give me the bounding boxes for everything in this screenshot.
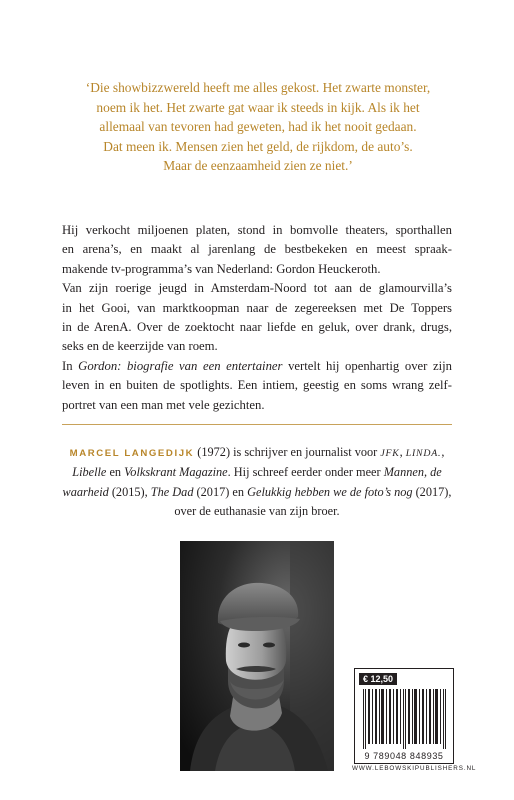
text-segment: en <box>106 465 125 480</box>
quote-line: noem ik het. Het zwarte gat waar ik steeds in kijk. Als ik het <box>96 99 420 115</box>
magazine-libelle: Libelle <box>72 465 107 480</box>
author-bio <box>62 443 452 522</box>
bio-line <box>62 483 452 502</box>
text-segment: (1972) is schrijver en journalist voor <box>194 445 381 459</box>
author-photo <box>180 541 334 771</box>
price-tag: € 12,50 <box>359 673 397 685</box>
magazine-jfk: JFK <box>380 448 400 459</box>
barcode-bars <box>359 689 449 749</box>
book-title: The Dad <box>150 484 194 499</box>
author-name: MARCEL LANGEDIJK <box>69 448 195 459</box>
book-title: Gordon: biografie van een entertainer <box>78 359 283 373</box>
description-line: makende tv-programma’s van Nederland: Gordon Heuckeroth. <box>62 261 381 276</box>
text-segment: , <box>399 445 406 459</box>
text-segment: vertelt hij openhartig over zijn <box>282 359 452 373</box>
text-segment: (2015), <box>108 484 151 499</box>
description-line: portret van een man met vele gezichten. <box>62 397 265 412</box>
text-segment: (2017), <box>412 484 452 499</box>
description-paragraph-1 <box>62 221 452 357</box>
description-line: seks en de keerzijde van roem. <box>62 339 218 354</box>
bio-line: over de euthanasie van zijn broer. <box>174 504 340 519</box>
magazine-linda: LINDA. <box>405 448 442 459</box>
section-divider <box>62 424 452 425</box>
quote-line: allemaal van tevoren had geweten, had ik het nooit gedaan. <box>99 119 417 135</box>
description-line: in het Gooi, van marktkoopman naar de zegereeksen met De Toppers <box>62 300 452 315</box>
description-line <box>62 357 452 376</box>
quote-line: Maar de eenzaamheid zien ze niet.’ <box>163 158 353 174</box>
text-segment: . Hij schreef eerder onder meer <box>227 465 384 480</box>
description-paragraph-2 <box>62 357 452 415</box>
description-line: in de ArenA. Over de zoektocht naar liefde en geluk, over drank, drugs, <box>62 320 452 335</box>
quote-line: Dat meen ik. Mensen zien het geld, de rijkdom, de auto’s. <box>103 138 413 154</box>
quote-line: ‘Die showbizzwereld heeft me alles gekost. Het zwarte monster, <box>85 80 431 95</box>
text-segment: (2017) en <box>193 484 248 499</box>
description-line: Van zijn roerige jeugd in Amsterdam-Noord tot aan de glamourvilla’s <box>62 281 452 296</box>
text-segment: In <box>62 359 79 373</box>
description-line: leven in en buiten de spotlights. Een intiem, geestig en soms wrang zelf- <box>62 378 452 393</box>
book-title: waarheid <box>62 484 109 499</box>
magazine-volkskrant: Volkskrant Magazine <box>124 465 228 480</box>
book-title: Gelukkig hebben we de foto’s nog <box>247 484 413 499</box>
text-segment: , <box>441 445 445 459</box>
isbn-number: 9 789048 848935 <box>364 751 444 761</box>
bio-line <box>62 463 452 482</box>
author-portrait-image <box>180 541 334 771</box>
description-line: Hij verkocht miljoenen platen, stond in bomvolle theaters, sporthallen <box>62 223 452 237</box>
book-title: Mannen, de <box>383 465 442 480</box>
back-cover-quote <box>56 78 460 176</box>
bio-line <box>62 443 452 463</box>
isbn-barcode <box>354 668 454 764</box>
publisher-url: WWW.LEBOWSKIPUBLISHERS.NL <box>352 765 477 772</box>
description-line: en arena’s, en maakt al jarenlang de bestbekeken en meest spraak- <box>62 242 452 257</box>
